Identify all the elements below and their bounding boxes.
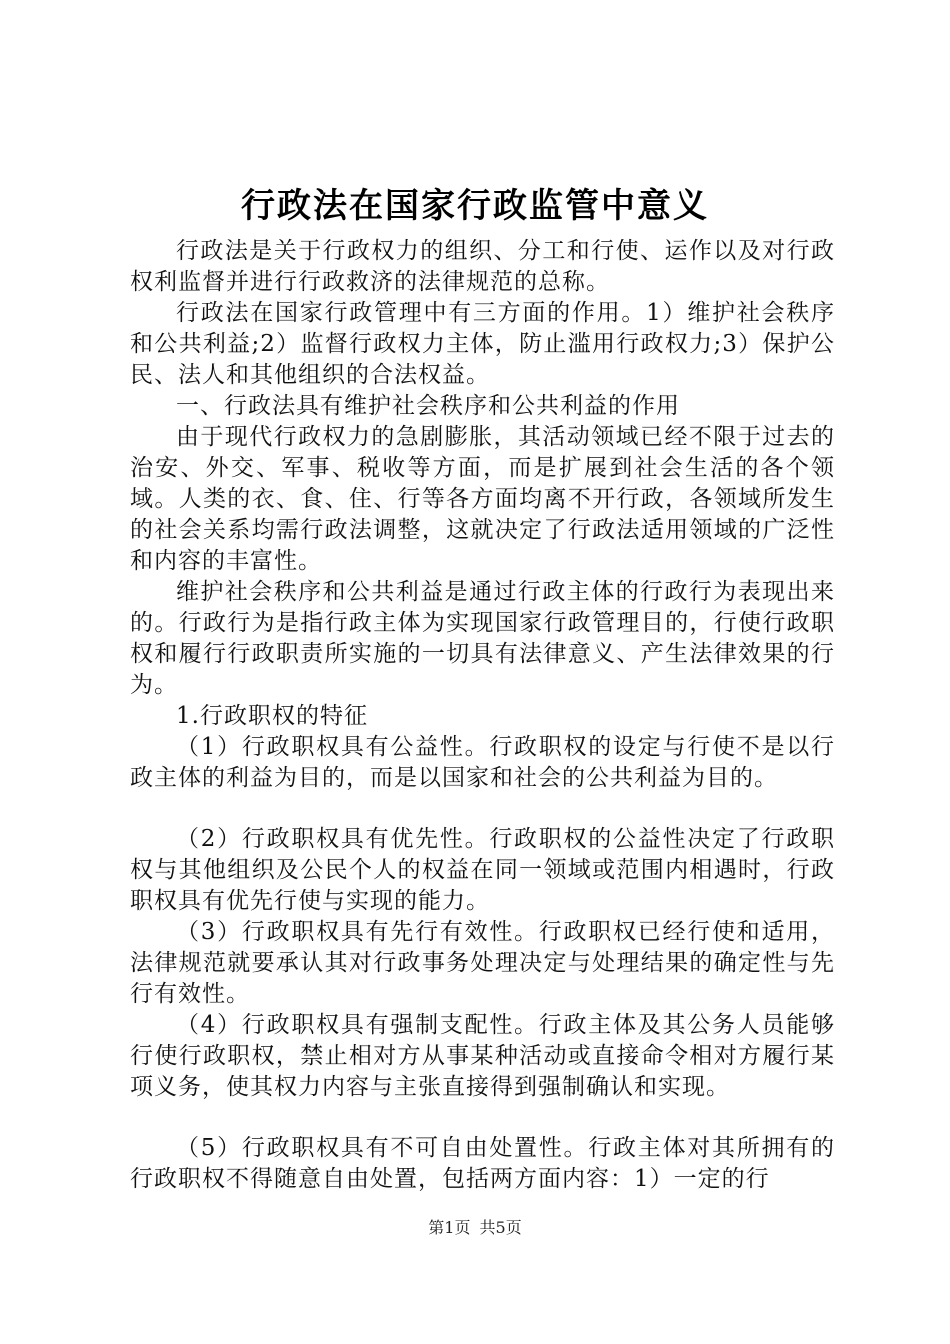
list-item-1: （1）行政职权具有公益性。行政职权的设定与行使不是以行政主体的利益为目的，而是以国家和社会的公共利益为目的。 bbox=[130, 734, 835, 791]
section-heading-1: 一、行政法具有维护社会秩序和公共利益的作用 bbox=[176, 393, 680, 419]
page-total: 共5页 bbox=[479, 1218, 522, 1237]
list-item-2: （2）行政职权具有优先性。行政职权的公益性决定了行政职权与其他组织及公民个人的权益在同一领域或范围内相遇时，行政职权具有优先行使与实现的能力。 bbox=[130, 826, 835, 914]
list-item-4: （4）行政职权具有强制支配性。行政主体及其公务人员能够行使行政职权，禁止相对方从事某种活动或直接命令相对方履行某项义务，使其权力内容与主张直接得到强制确认和实现。 bbox=[130, 1012, 835, 1100]
paragraph-administrative-act: 维护社会秩序和公共利益是通过行政主体的行政行为表现出来的。行政行为是指行政主体为实现国家行政管理目的，行使行政职权和履行行政职责所实施的一切具有法律意义、产生法律效果的行为。 bbox=[130, 579, 835, 698]
page-number: 第1页 bbox=[428, 1218, 471, 1237]
subsection-heading-1: 1.行政职权的特征 bbox=[176, 703, 368, 729]
page-footer bbox=[0, 1218, 950, 1238]
paragraph-definition: 行政法是关于行政权力的组织、分工和行使、运作以及对行政权利监督并进行行政救济的法律规范的总称。 bbox=[130, 238, 835, 295]
document-body bbox=[130, 236, 835, 1195]
list-item-3: （3）行政职权具有先行有效性。行政职权已经行使和适用，法律规范就要承认其对行政事务处理决定与处理结果的确定性与先行有效性。 bbox=[130, 919, 835, 1007]
document-title: 行政法在国家行政监管中意义 bbox=[241, 186, 709, 226]
paragraph-expansion: 由于现代行政权力的急剧膨胀，其活动领域已经不限于过去的治安、外交、军事、税收等方面，而是扩展到社会生活的各个领域。人类的衣、食、住、行等各方面均离不开行政，各领域所发生的社会关系均需行政法调整，这就决定了行政法适用领域的广泛性和内容的丰富性。 bbox=[130, 424, 835, 574]
list-item-5: （5）行政职权具有不可自由处置性。行政主体对其所拥有的行政职权不得随意自由处置，包括两方面内容：1）一定的行 bbox=[130, 1135, 835, 1192]
paragraph-three-roles: 行政法在国家行政管理中有三方面的作用。1）维护社会秩序和公共利益;2）监督行政权力主体，防止滥用行政权力;3）保护公民、法人和其他组织的合法权益。 bbox=[130, 300, 835, 388]
